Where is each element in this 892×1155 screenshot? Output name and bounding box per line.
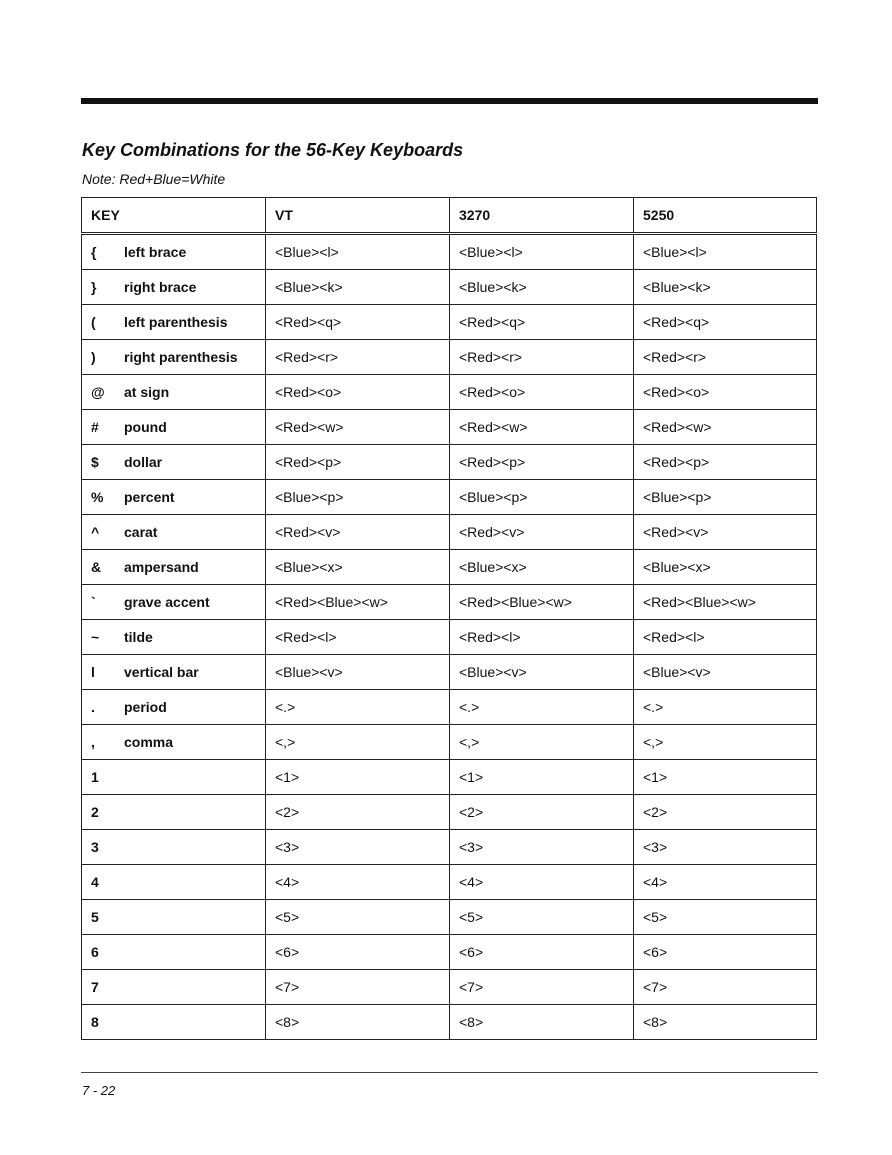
key-cell: [82, 935, 266, 970]
5250-cell: <Red><w>: [634, 410, 817, 445]
3270-cell: <,>: [450, 725, 634, 760]
3270-cell: <Blue><l>: [450, 234, 634, 270]
key-name: at sign: [124, 384, 170, 400]
key-cell: [82, 865, 266, 900]
table-row: [82, 900, 817, 935]
key-cell: [82, 375, 266, 410]
5250-cell: <Blue><x>: [634, 550, 817, 585]
page-title: Key Combinations for the 56-Key Keyboards: [82, 140, 464, 160]
3270-cell: <2>: [450, 795, 634, 830]
vt-cell: <Red><q>: [266, 305, 450, 340]
key-symbol: ~: [91, 629, 100, 645]
vt-cell: <7>: [266, 970, 450, 1005]
table-row: [82, 970, 817, 1005]
key-name: percent: [124, 489, 175, 505]
3270-cell: <Red><p>: [450, 445, 634, 480]
vt-cell: <Red><p>: [266, 445, 450, 480]
key-symbol: 6: [91, 944, 99, 960]
vt-cell: <Red><Blue><w>: [266, 585, 450, 620]
5250-cell: <2>: [634, 795, 817, 830]
key-symbol: &: [91, 559, 102, 575]
5250-cell: <7>: [634, 970, 817, 1005]
vt-cell: <Red><w>: [266, 410, 450, 445]
vt-cell: <8>: [266, 1005, 450, 1040]
5250-cell: <Red><Blue><w>: [634, 585, 817, 620]
page-number: 7 - 22: [82, 1083, 116, 1098]
table-row: [82, 830, 817, 865]
table-row: [82, 445, 817, 480]
key-symbol: $: [91, 454, 99, 470]
key-cell: [82, 234, 266, 270]
key-name: left brace: [124, 244, 187, 260]
3270-cell: <.>: [450, 690, 634, 725]
5250-cell: <3>: [634, 830, 817, 865]
key-symbol: {: [91, 244, 97, 260]
key-symbol: 2: [91, 804, 99, 820]
table-row: [82, 515, 817, 550]
key-cell: [82, 620, 266, 655]
key-symbol: l: [91, 664, 95, 680]
key-name: carat: [124, 524, 158, 540]
3270-cell: <1>: [450, 760, 634, 795]
table-row: [82, 480, 817, 515]
key-name: ampersand: [124, 559, 199, 575]
key-symbol: %: [91, 489, 104, 505]
3270-cell: <5>: [450, 900, 634, 935]
key-name: pound: [124, 419, 167, 435]
5250-cell: <1>: [634, 760, 817, 795]
table-row: [82, 620, 817, 655]
5250-cell: <Red><p>: [634, 445, 817, 480]
key-name: tilde: [124, 629, 153, 645]
key-name: right brace: [124, 279, 197, 295]
key-cell: [82, 585, 266, 620]
3270-cell: <Red><Blue><w>: [450, 585, 634, 620]
key-symbol: 3: [91, 839, 99, 855]
key-symbol: 7: [91, 979, 99, 995]
key-cell: [82, 655, 266, 690]
table-row: [82, 375, 817, 410]
bottom-rule: [81, 1072, 818, 1073]
key-cell: [82, 410, 266, 445]
5250-cell: <Red><l>: [634, 620, 817, 655]
3270-cell: <Red><o>: [450, 375, 634, 410]
5250-cell: <Blue><p>: [634, 480, 817, 515]
5250-cell: <6>: [634, 935, 817, 970]
key-symbol: ^: [91, 524, 100, 540]
key-name: comma: [124, 734, 174, 750]
vt-cell: <4>: [266, 865, 450, 900]
key-cell: [82, 305, 266, 340]
key-cell: [82, 830, 266, 865]
key-cell: [82, 340, 266, 375]
table-row: [82, 795, 817, 830]
note-text: Note: Red+Blue=White: [82, 171, 226, 187]
vt-cell: <.>: [266, 690, 450, 725]
3270-cell: <Red><w>: [450, 410, 634, 445]
3270-cell: <6>: [450, 935, 634, 970]
vt-cell: <Red><r>: [266, 340, 450, 375]
key-cell: [82, 480, 266, 515]
vt-cell: <,>: [266, 725, 450, 760]
header-3270: 3270: [450, 198, 634, 234]
3270-cell: <Red><l>: [450, 620, 634, 655]
table-body: [82, 234, 817, 1040]
table-row: [82, 865, 817, 900]
key-name: period: [124, 699, 167, 715]
vt-cell: <Blue><p>: [266, 480, 450, 515]
table-row: [82, 305, 817, 340]
table-row: [82, 550, 817, 585]
key-symbol: 8: [91, 1014, 99, 1030]
3270-cell: <Blue><k>: [450, 270, 634, 305]
key-symbol: 4: [91, 874, 99, 890]
3270-cell: <4>: [450, 865, 634, 900]
5250-cell: <Red><v>: [634, 515, 817, 550]
table-row: [82, 340, 817, 375]
table-row: [82, 655, 817, 690]
key-symbol: ,: [91, 734, 95, 750]
key-symbol: }: [91, 279, 97, 295]
table-row: [82, 690, 817, 725]
key-cell: [82, 515, 266, 550]
3270-cell: <Blue><x>: [450, 550, 634, 585]
key-cell: [82, 795, 266, 830]
header-5250: 5250: [634, 198, 817, 234]
vt-cell: <Red><o>: [266, 375, 450, 410]
table-row: [82, 234, 817, 270]
key-symbol: `: [91, 594, 96, 610]
key-cell: [82, 970, 266, 1005]
header-key: KEY: [82, 198, 266, 234]
key-symbol: 1: [91, 769, 99, 785]
key-name: dollar: [124, 454, 163, 470]
3270-cell: <Red><r>: [450, 340, 634, 375]
key-name: grave accent: [124, 594, 210, 610]
table-row: [82, 270, 817, 305]
5250-cell: <Red><o>: [634, 375, 817, 410]
key-cell: [82, 550, 266, 585]
key-cell: [82, 445, 266, 480]
vt-cell: <Blue><l>: [266, 234, 450, 270]
5250-cell: <8>: [634, 1005, 817, 1040]
table-row: [82, 725, 817, 760]
vt-cell: <6>: [266, 935, 450, 970]
vt-cell: <3>: [266, 830, 450, 865]
key-cell: [82, 690, 266, 725]
3270-cell: <Red><v>: [450, 515, 634, 550]
5250-cell: <,>: [634, 725, 817, 760]
table-row: [82, 1005, 817, 1040]
3270-cell: <8>: [450, 1005, 634, 1040]
vt-cell: <Red><l>: [266, 620, 450, 655]
5250-cell: <.>: [634, 690, 817, 725]
3270-cell: <Red><q>: [450, 305, 634, 340]
key-name: left parenthesis: [124, 314, 228, 330]
table-row: [82, 410, 817, 445]
3270-cell: <Blue><p>: [450, 480, 634, 515]
vt-cell: <1>: [266, 760, 450, 795]
5250-cell: <Red><r>: [634, 340, 817, 375]
key-symbol: .: [91, 699, 95, 715]
table-row: [82, 585, 817, 620]
key-name: vertical bar: [124, 664, 199, 680]
key-cell: [82, 270, 266, 305]
key-symbol: (: [91, 314, 96, 330]
vt-cell: <2>: [266, 795, 450, 830]
5250-cell: <4>: [634, 865, 817, 900]
key-cell: [82, 725, 266, 760]
vt-cell: <Blue><k>: [266, 270, 450, 305]
vt-cell: <Blue><x>: [266, 550, 450, 585]
5250-cell: <Red><q>: [634, 305, 817, 340]
key-cell: [82, 1005, 266, 1040]
key-combinations-table: [81, 197, 817, 1040]
vt-cell: <5>: [266, 900, 450, 935]
key-name: right parenthesis: [124, 349, 238, 365]
table-row: [82, 935, 817, 970]
key-symbol: ): [91, 349, 96, 365]
key-symbol: #: [91, 419, 99, 435]
key-symbol: 5: [91, 909, 99, 925]
table-row: [82, 760, 817, 795]
table-header-row: [82, 198, 817, 234]
key-symbol: @: [91, 384, 105, 400]
vt-cell: <Blue><v>: [266, 655, 450, 690]
3270-cell: <7>: [450, 970, 634, 1005]
vt-cell: <Red><v>: [266, 515, 450, 550]
header-vt: VT: [266, 198, 450, 234]
5250-cell: <Blue><v>: [634, 655, 817, 690]
top-rule: [81, 98, 818, 104]
key-cell: [82, 760, 266, 795]
5250-cell: <Blue><l>: [634, 234, 817, 270]
3270-cell: <Blue><v>: [450, 655, 634, 690]
key-cell: [82, 900, 266, 935]
5250-cell: <5>: [634, 900, 817, 935]
5250-cell: <Blue><k>: [634, 270, 817, 305]
3270-cell: <3>: [450, 830, 634, 865]
